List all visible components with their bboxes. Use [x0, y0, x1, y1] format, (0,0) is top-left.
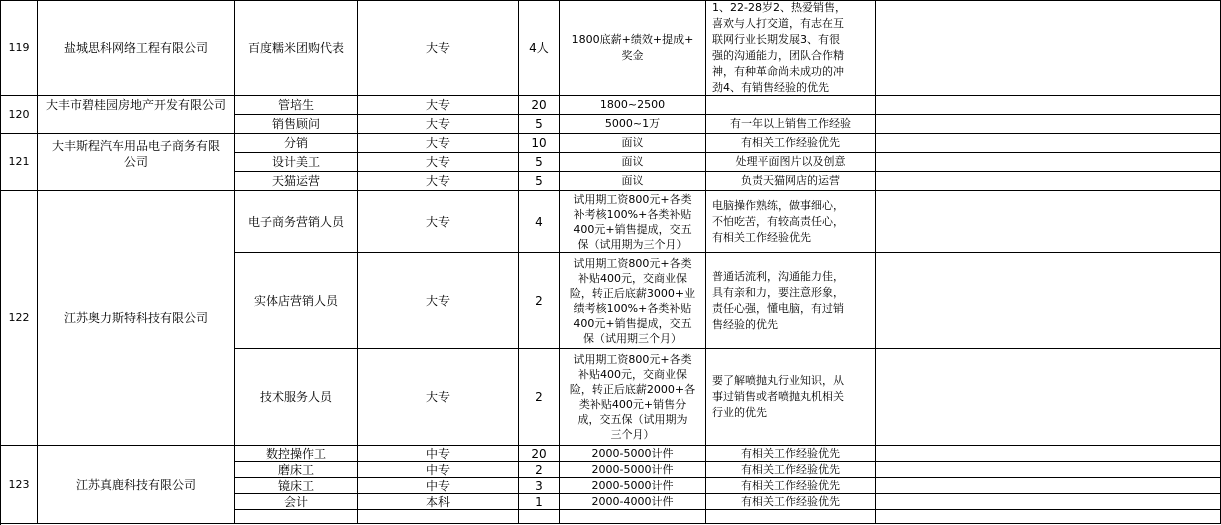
empty-cell — [876, 478, 1221, 494]
empty-cell — [876, 446, 1221, 462]
company-cell-119: 盐城思科网络工程有限公司 — [38, 1, 235, 96]
job-cell: 技术服务人员 — [235, 349, 358, 446]
empty-cell — [876, 494, 1221, 510]
count-cell: 5 — [519, 153, 560, 172]
salary-cell: 2000-4000计件 — [560, 494, 706, 510]
salary-cell: 1800~2500 — [560, 96, 706, 115]
company-cell-121: 大丰斯程汽车用品电子商务有限 公司 — [38, 134, 235, 191]
edu-cell: 大专 — [358, 253, 519, 349]
empty-cell — [519, 510, 560, 524]
empty-cell — [876, 462, 1221, 478]
salary-cell: 试用期工资800元+各类 补贴400元，交商业保 险，转正后底薪2000+各 类补贴400元+销售分 成，交五保（试用期为 三个月） — [560, 349, 706, 446]
requirement-cell: 有相关工作经验优先 — [706, 134, 876, 153]
requirement-cell: 1、22-28岁2、热爱销售， 喜欢与人打交道，有志在互 联网行业长期发展3、有很 强的沟通能力，团队合作精 神，有种革命尚未成功的冲 劲4、有销售经验的优先 — [706, 1, 876, 96]
requirement-cell: 负责天猫网店的运营 — [706, 172, 876, 191]
edu-cell: 大专 — [358, 96, 519, 115]
salary-cell: 5000~1万 — [560, 115, 706, 134]
count-cell: 10 — [519, 134, 560, 153]
empty-cell — [876, 153, 1221, 172]
salary-cell: 面议 — [560, 172, 706, 191]
requirement-cell: 有相关工作经验优先 — [706, 478, 876, 494]
seq-cell-122: 122 — [1, 191, 38, 446]
requirement-cell: 有一年以上销售工作经验 — [706, 115, 876, 134]
edu-cell: 大专 — [358, 134, 519, 153]
edu-cell: 大专 — [358, 115, 519, 134]
requirement-cell: 普通话流利，沟通能力佳， 具有亲和力，要注意形象， 责任心强，懂电脑，有过销 售经验的优先 — [706, 253, 876, 349]
empty-cell — [560, 510, 706, 524]
count-cell: 20 — [519, 446, 560, 462]
requirement-cell: 有相关工作经验优先 — [706, 446, 876, 462]
requirement-cell: 电脑操作熟练，做事细心， 不怕吃苦，有较高责任心， 有相关工作经验优先 — [706, 191, 876, 253]
count-cell: 20 — [519, 96, 560, 115]
empty-cell — [235, 510, 358, 524]
requirement-cell: 处理平面图片以及创意 — [706, 153, 876, 172]
job-cell: 百度糯米团购代表 — [235, 1, 358, 96]
requirement-cell: 有相关工作经验优先 — [706, 494, 876, 510]
count-cell: 3 — [519, 478, 560, 494]
count-cell: 2 — [519, 349, 560, 446]
job-cell: 镜床工 — [235, 478, 358, 494]
job-cell: 实体店营销人员 — [235, 253, 358, 349]
company-cell-123: 江苏真鹿科技有限公司 — [38, 446, 235, 524]
count-cell: 1 — [519, 494, 560, 510]
count-cell: 4人 — [519, 1, 560, 96]
job-cell: 天猫运营 — [235, 172, 358, 191]
requirement-cell: 有相关工作经验优先 — [706, 462, 876, 478]
count-cell: 5 — [519, 172, 560, 191]
job-cell: 设计美工 — [235, 153, 358, 172]
empty-cell — [706, 510, 876, 524]
salary-cell: 1800底薪+绩效+提成+ 奖金 — [560, 1, 706, 96]
count-cell: 4 — [519, 191, 560, 253]
salary-cell: 试用期工资800元+各类 补贴400元，交商业保 险，转正后底薪3000+业 绩考核100%+各类补贴 400元+销售提成，交五 保（试用期三个月） — [560, 253, 706, 349]
job-cell: 磨床工 — [235, 462, 358, 478]
seq-cell-121: 121 — [1, 134, 38, 191]
salary-cell: 2000-5000计件 — [560, 462, 706, 478]
salary-cell: 2000-5000计件 — [560, 446, 706, 462]
edu-cell: 大专 — [358, 172, 519, 191]
empty-cell — [876, 191, 1221, 253]
edu-cell: 中专 — [358, 446, 519, 462]
edu-cell: 本科 — [358, 494, 519, 510]
requirement-cell: 要了解喷抛丸行业知识，从 事过销售或者喷抛丸机相关 行业的优先 — [706, 349, 876, 446]
seq-cell-119: 119 — [1, 1, 38, 96]
seq-cell-123: 123 — [1, 446, 38, 524]
salary-cell: 试用期工资800元+各类 补考核100%+各类补贴 400元+销售提成，交五 保（试用期为三个月） — [560, 191, 706, 253]
job-cell: 会计 — [235, 494, 358, 510]
edu-cell: 大专 — [358, 153, 519, 172]
requirement-cell — [706, 96, 876, 115]
empty-cell — [876, 349, 1221, 446]
empty-cell — [876, 96, 1221, 115]
edu-cell: 中专 — [358, 462, 519, 478]
empty-cell — [876, 172, 1221, 191]
empty-cell — [876, 253, 1221, 349]
count-cell: 5 — [519, 115, 560, 134]
edu-cell: 中专 — [358, 478, 519, 494]
job-cell: 分销 — [235, 134, 358, 153]
seq-cell-120: 120 — [1, 96, 38, 134]
job-cell: 销售顾问 — [235, 115, 358, 134]
empty-cell — [876, 510, 1221, 524]
salary-cell: 面议 — [560, 134, 706, 153]
salary-cell: 2000-5000计件 — [560, 478, 706, 494]
empty-cell — [876, 1, 1221, 96]
company-cell-122: 江苏奥力斯特科技有限公司 — [38, 191, 235, 446]
job-cell: 电子商务营销人员 — [235, 191, 358, 253]
salary-cell: 面议 — [560, 153, 706, 172]
company-cell-120: 大丰市碧桂园房地产开发有限公司 — [38, 96, 235, 134]
empty-cell — [358, 510, 519, 524]
job-cell: 数控操作工 — [235, 446, 358, 462]
edu-cell: 大专 — [358, 1, 519, 96]
edu-cell: 大专 — [358, 349, 519, 446]
empty-cell — [876, 115, 1221, 134]
count-cell: 2 — [519, 462, 560, 478]
empty-cell — [876, 134, 1221, 153]
edu-cell: 大专 — [358, 191, 519, 253]
job-cell: 管培生 — [235, 96, 358, 115]
count-cell: 2 — [519, 253, 560, 349]
